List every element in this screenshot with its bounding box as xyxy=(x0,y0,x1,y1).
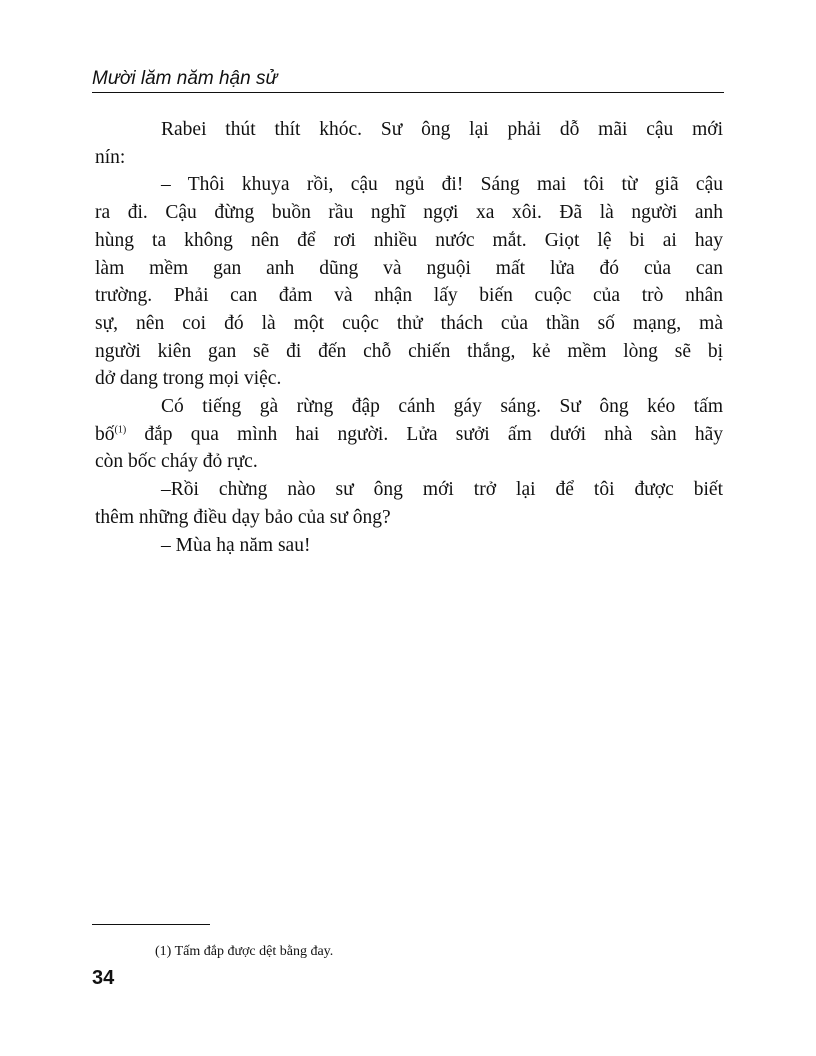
text-line: – Thôi khuya rồi, cậu ngủ đi! Sáng mai tôi từ giã cậu xyxy=(161,174,723,196)
footnote: (1) Tấm đắp được dệt bằng đay. xyxy=(155,944,334,959)
text-line: còn bốc cháy đỏ rực. xyxy=(95,451,258,473)
body-text xyxy=(95,116,723,559)
text-line: hùng ta không nên để rơi nhiều nước mắt. Giọt lệ bi ai hay xyxy=(95,229,723,251)
paragraph-2 xyxy=(95,171,723,393)
text-line: dở dang trong mọi việc. xyxy=(95,368,282,390)
text-segment: đắp qua mình hai người. Lửa sưởi ấm dưới nhà sàn hãy xyxy=(126,423,723,445)
footnoted-word: bố xyxy=(95,423,115,445)
text-line: ra đi. Cậu đừng buồn rầu nghĩ ngợi xa xôi. Đã là người anh xyxy=(95,202,723,224)
text-line: Có tiếng gà rừng đập cánh gáy sáng. Sư ông kéo tấm xyxy=(161,396,723,418)
text-line: làm mềm gan anh dũng và nguội mất lửa đó của can xyxy=(95,257,723,279)
page-number: 34 xyxy=(92,967,115,989)
text-line: –Rồi chừng nào sư ông mới trở lại để tôi được biết xyxy=(161,479,723,501)
text-line: trường. Phải can đảm và nhận lấy biến cuộc của trò nhân xyxy=(95,285,723,307)
paragraph-3 xyxy=(95,393,723,476)
text-line: người kiên gan sẽ đi đến chỗ chiến thắng, kẻ mềm lòng sẽ bị xyxy=(95,340,723,362)
footnote-reference: (1) xyxy=(114,424,127,436)
text-line: sự, nên coi đó là một cuộc thử thách của thần số mạng, mà xyxy=(95,312,723,334)
paragraph-5 xyxy=(95,532,723,560)
text-line-with-footnote xyxy=(95,421,723,449)
paragraph-1 xyxy=(95,116,723,171)
footnote-divider xyxy=(92,924,210,925)
text-line: Rabei thút thít khóc. Sư ông lại phải dỗ mãi cậu mới xyxy=(161,119,723,140)
paragraph-4 xyxy=(95,476,723,531)
text-line: – Mùa hạ năm sau! xyxy=(161,534,311,556)
running-header: Mười lăm năm hận sử xyxy=(92,68,724,93)
text-line: thêm những điều dạy bảo của sư ông? xyxy=(95,506,391,528)
text-line: nín: xyxy=(95,146,126,168)
